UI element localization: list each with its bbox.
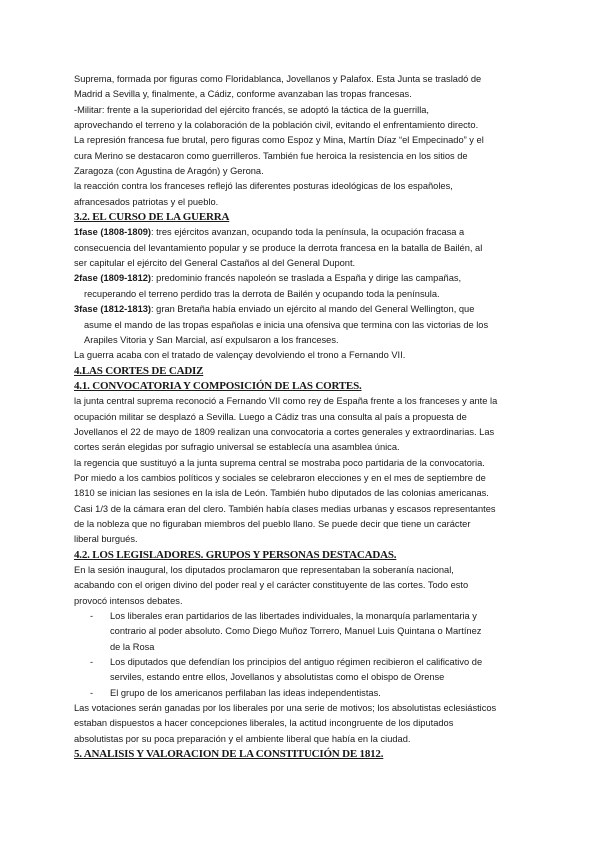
paragraph-line: aprovechando el terreno y la colaboración de la población civil, evitando el enfrentamiento directo. [74,120,479,131]
paragraph-line: Por miedo a los cambios políticos y sociales se celebraron elecciones y en el mes de septiembre de [74,472,486,483]
paragraph-line: Jovellanos el 22 de mayo de 1809 realizan una convocatoria a cortes generales y extraordinarias. Las [74,426,495,437]
paragraph-line: estaban dispuestos a hacer concepciones liberales, la actitud incongruente de los diputados [74,718,454,729]
paragraph-line: liberal burgués. [74,534,138,545]
section-heading: 4.2. LOS LEGISLADORES. GRUPOS Y PERSONAS DESTACADAS. [74,548,397,561]
paragraph-line: Las votaciones serán ganadas por los liberales por una serie de motivos; los absolutistas eclesiásticos [74,703,497,714]
phase-text: : predominio francés napoleón se traslada a España y dirige las campañas, [151,273,462,284]
list-item-text: El grupo de los americanos perfilaban las ideas independentistas. [110,687,381,698]
list-item-text: serviles, estando entre ellos, Jovellanos y absolutistas como el obispo de Orense [110,672,445,683]
paragraph-line: Madrid a Sevilla y, finalmente, a Cádiz, conforme avanzaban las tropas francesas. [74,89,412,100]
list-item-text: Los diputados que defendían los principios del antiguo régimen recibieron el calificativo de [110,657,483,668]
paragraph-line: cura Merino se destacaron como guerrilleros. También fue heroica la resistencia en los sitios de [74,150,468,161]
paragraph-line: consecuencia del levantamiento popular y se produce la derrota francesa en la batalla de Bailén, al [74,242,483,253]
paragraph-line: Casi 1/3 de la cámara eran del clero. También había clases medias urbanas y escasos representantes [74,503,496,514]
paragraph-line: -Militar: frente a la superioridad del ejército francés, se adoptó la táctica de la guerrilla, [74,104,430,115]
phase-label: 3fase (1812-1813) [74,304,152,315]
phase-paragraph-line [74,225,528,240]
phase-text: : gran Bretaña había enviado un ejército al mando del General Wellington, que [151,304,475,315]
list-item-continuation [74,670,528,685]
paragraph-line: La guerra acaba con el tratado de valençay devolviendo el trono a Fernando VII. [74,350,406,361]
paragraph-line: recuperando el terreno perdido tras la derrota de Bailén y ocupando toda la península. [84,288,440,299]
paragraph-line: ser capitular el ejército del General Castaños al del General Dupont. [74,258,356,269]
paragraph-line: la junta central suprema reconoció a Fernando VII como rey de España frente a los franceses y ante la [74,396,498,407]
list-item-text: de la Rosa [110,641,155,652]
bullet-dash: - [90,611,94,622]
paragraph-line: acabando con el origen divino del poder real y el carácter constituyente de las cortes. Todo esto [74,580,469,591]
list-item-continuation [74,640,528,655]
phase-paragraph-line [74,271,528,286]
list-item-text: Los liberales eran partidarios de las libertades individuales, la monarquía parlamentaria y [110,611,477,622]
list-item [74,686,528,701]
paragraph-line: asume el mando de las tropas españolas e inicia una ofensiva que termina con las victorias de los [84,319,489,330]
document-body [74,72,528,762]
bullet-dash: - [90,657,94,668]
section-heading: 3.2. EL CURSO DE LA GUERRA [74,211,230,224]
paragraph-line: absolutistas por su poca preparación y el ambiente liberal que había en la ciudad. [74,733,411,744]
paragraph-line: 1810 se inician las sesiones en la isla de León. También hubo diputados de las colonias americanas. [74,488,489,499]
phase-text: : tres ejércitos avanzan, ocupando toda la península, la ocupación fracasa a [151,227,465,238]
phase-label: 2fase (1809-1812) [74,273,152,284]
paragraph-line: Suprema, formada por figuras como Floridablanca, Jovellanos y Palafox. Esta Junta se trasladó de [74,74,482,84]
bullet-dash: - [90,687,94,698]
paragraph-line: Arapiles Vitoria y San Marcial, así expulsaron a los franceses. [84,334,339,345]
list-item-text: contrario al poder absoluto. Como Diego Muñoz Torrero, Manuel Luis Quintana o Martínez [110,626,482,637]
paragraph-line: de la nobleza que no figuraban miembros del pueblo llano. Se puede decir que tiene un carácter [74,518,471,529]
section-heading: 5. ANALISIS Y VALORACION DE LA CONSTITUCIÓN DE 1812. [74,748,384,761]
phase-paragraph-line [74,302,528,317]
paragraph-line: la regencia que sustituyó a la junta suprema central se mostraba poco partidaria de la convocatoria. [74,457,485,468]
paragraph-line: provocó intensos debates. [74,595,183,606]
paragraph-line: Zaragoza (con Agustina de Aragón) y Gerona. [74,166,264,177]
paragraph-line: ocupación militar se desplazó a Sevilla. Luego a Cádiz tras una consulta al país a propuesta de [74,411,467,422]
phase-label: 1fase (1808-1809) [74,227,152,238]
section-heading: 4.1. CONVOCATORIA Y COMPOSICIÓN DE LAS CORTES. [74,379,362,392]
list-item [74,609,528,624]
section-heading: 4.LAS CORTES DE CADIZ [74,364,204,377]
list-item [74,655,528,670]
paragraph-line: afrancesados patriotas y el pueblo. [74,196,219,207]
paragraph-line: En la sesión inaugural, los diputados proclamaron que representaban la soberanía nacional, [74,565,454,575]
paragraph-line: cortes serán elegidas por sufragio universal se establecía una asamblea única. [74,442,400,453]
list-item-continuation [74,624,528,639]
paragraph-line: la reacción contra los franceses reflejó las diferentes posturas ideológicas de los españoles, [74,181,453,192]
paragraph-line: La represión francesa fue brutal, pero figuras como Espoz y Mina, Martín Díaz “el Empecinado” y el [74,135,484,146]
